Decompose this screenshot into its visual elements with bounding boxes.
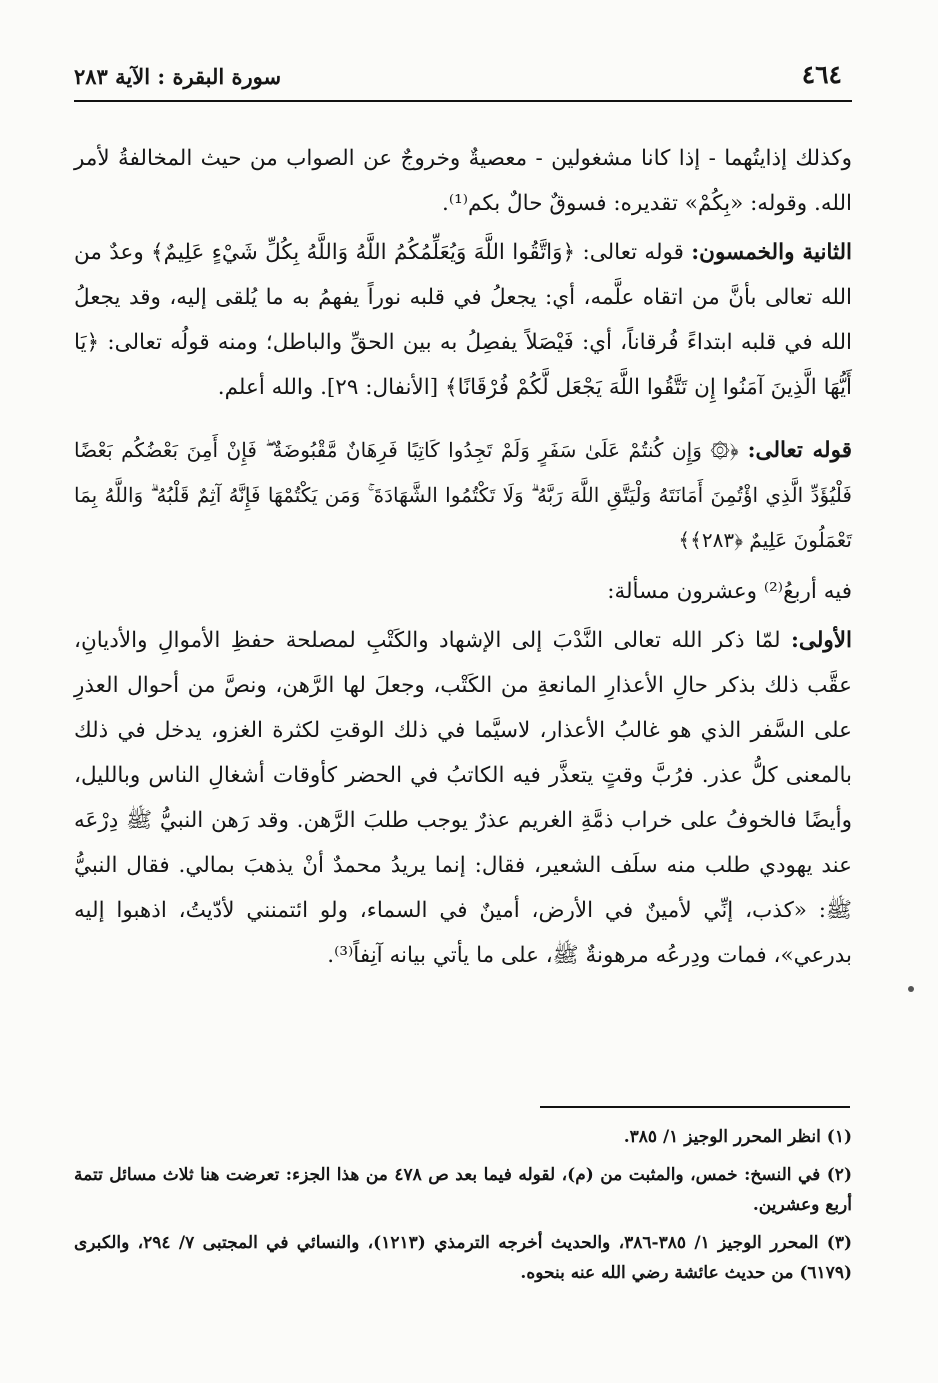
footnotes xyxy=(74,1122,852,1296)
quran-verse: ﴿۞ وَإِن كُنتُمْ عَلَىٰ سَفَرٍ وَلَمْ تَجِدُوا كَاتِبًا فَرِهَانٌ مَّقْبُوضَةٌ ۖ فَإِنْ أَمِنَ بَعْضُكُم بَعْضًا فَلْيُؤَدِّ الَّذِي اؤْتُمِنَ أَمَانَتَهُ وَلْيَتَّقِ اللَّهَ رَبَّهُ ۗ وَلَا تَكْتُمُوا الشَّهَادَةَ ۚ وَمَن يَكْتُمْهَا فَإِنَّهُ آثِمٌ قَلْبُهُ ۗ وَاللَّهُ بِمَا تَعْمَلُونَ عَلِيمٌ ﴿٢٨٣﴾﴾ xyxy=(74,438,852,552)
paragraph-issue-1 xyxy=(74,618,852,978)
page-number: ٤٦٤ xyxy=(801,60,842,89)
paragraph-intro: وكذلك إذايتُهما - إذا كانا مشغولين - معصيةٌ وخروجٌ عن الصواب من حيث المخالفةُ لأمر الله. وقوله: «بِكُمْ» تقديره: فسوقٌ حالٌ بكم⁽¹⁾. xyxy=(74,146,852,216)
main-text xyxy=(74,136,852,978)
issue-body: لمّا ذكر الله تعالى النَّدْبَ إلى الإشهاد والكَتْبِ لمصلحة حفظِ الأموالِ والأديانِ، عقَّب ذلك بذكر حالِ الأعذارِ المانعةِ من الكَتْب، وجعلَ لها الرَّهن، ونصَّ من أحوال العذرِ على السَّفر الذي هو غالبُ الأعذار، لاسيَّما في ذلك الوقتِ لكثرة الغزو، يدخل في ذلك بالمعنى كلُّ عذر. فرُبَّ وقتٍ يتعذَّر فيه الكاتبُ في الحضر كأوقات أشغالِ الناس وبالليل، وأيضًا فالخوفُ على خراب ذمَّةِ الغريم عذرٌ يوجب طلبَ الرَّهن. وقد رَهن النبيُّ ﷺ دِرْعَه عند يهودي طلب منه سلَف الشعير، فقال: إنما يريدُ محمدٌ أنْ يذهبَ بمالي. فقال النبيُّ ﷺ: «كذب، إنِّي لأمينٌ في الأرض، أمينٌ في السماء، ولو ائتمنني لأدّيتُ، اذهبوا إليه بدرعي»، فمات ودِرعُه مرهونةٌ ﷺ، على ما يأتي بيانه آنِفاً⁽³⁾. xyxy=(74,628,852,968)
running-header xyxy=(74,58,852,102)
footnote-3: (٣) المحرر الوجيز ١/ ٣٨٥-٣٨٦، والحديث أخرجه الترمذي (١٢١٣)، والنسائي في المجتبى ٧/ ٢٩٤، والكبرى (٦١٧٩) من حديث عائشة رضي الله عنه بنحوه. xyxy=(74,1233,853,1283)
issue-body: قوله تعالى: ﴿وَاتَّقُوا اللَّهَ وَيُعَلِّمُكُمُ اللَّهُ وَاللَّهُ بِكُلِّ شَيْءٍ عَلِيمٌ﴾ وعدٌ من الله تعالى بأنَّ من اتقاه علَّمه، أي: يجعلُ في قلبه نوراً يفهمُ به ما يُلقى إليه، وقد يجعلُ الله في قلبه ابتداءً فُرقاناً، أي: فَيْصَلاً يفصِلُ به بين الحقِّ والباطل؛ ومنه قولُه تعالى: ﴿يَا أَيُّهَا الَّذِينَ آمَنُوا إِن تَتَّقُوا اللَّهَ يَجْعَل لَّكُمْ فُرْقَانًا﴾ [الأنفال: ٢٩]. والله أعلم. xyxy=(74,240,852,400)
verse-heading: قوله تعالى: xyxy=(747,438,852,463)
surah-title: سورة البقرة : الآية ٢٨٣ xyxy=(74,64,282,89)
footnote-2: (٢) في النسخ: خمس، والمثبت من (م)، لقوله فيما بعد ص ٤٧٨ من هذا الجزء: تعرضت هنا ثلاث مسائل تتمة أربع وعشرين. xyxy=(74,1165,852,1215)
issue-heading: الثانية والخمسون: xyxy=(691,240,852,265)
margin-dot xyxy=(908,986,914,992)
paragraph-verse xyxy=(74,428,852,563)
paragraph-issue-52 xyxy=(74,230,852,410)
issue-heading: الأولى: xyxy=(790,628,852,653)
footnote-separator xyxy=(540,1106,850,1108)
footnote-1: (١) انظر المحرر الوجيز ١/ ٣٨٥. xyxy=(623,1127,852,1147)
paragraph-issue-count: فيه أربعُ⁽²⁾ وعشرون مسألة: xyxy=(607,579,852,604)
